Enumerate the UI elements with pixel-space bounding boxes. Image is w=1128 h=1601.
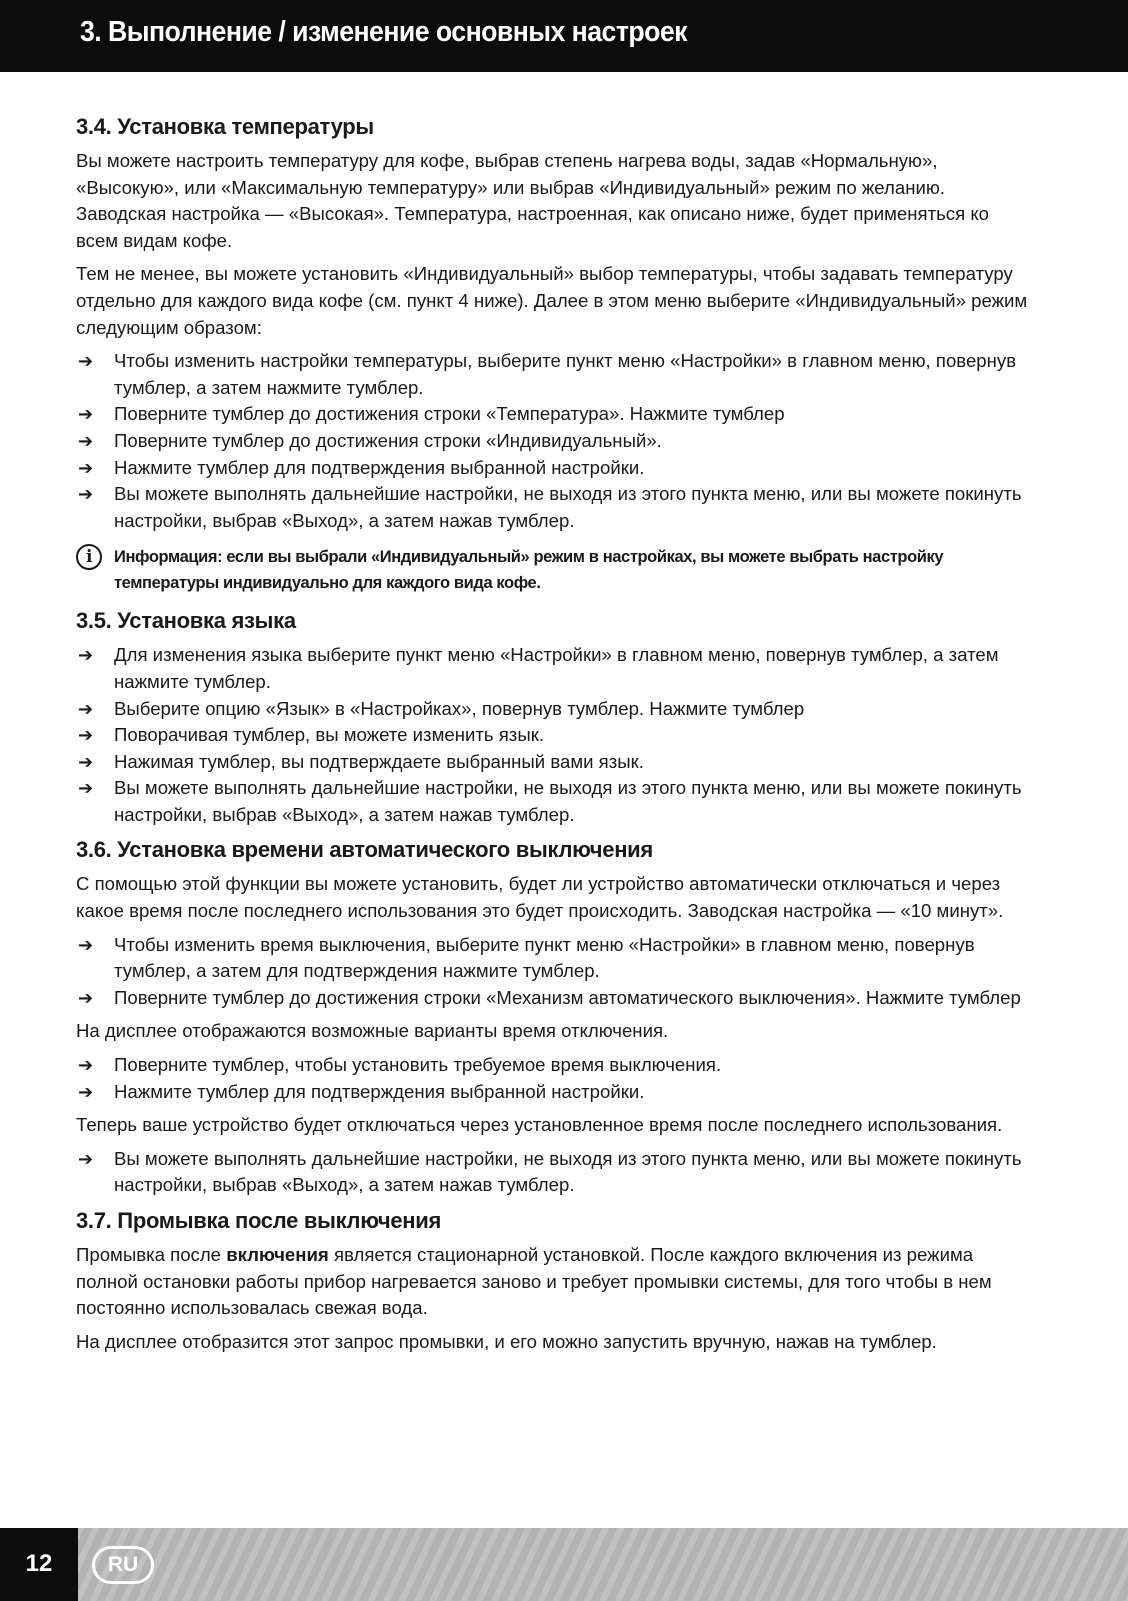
section-language: [76, 606, 1034, 828]
paragraph: На дисплее отобразится этот запрос промывки, и его можно запустить вручную, нажав на тумблер.: [76, 1330, 937, 1352]
list-item-text: Нажмите тумблер для подтверждения выбранной настройки.: [114, 456, 645, 478]
section-auto-off: [76, 835, 1034, 1199]
arrow-icon: ➔: [78, 1148, 94, 1169]
arrow-icon: ➔: [78, 751, 94, 772]
list-item: [76, 1146, 1034, 1199]
list-item-text: Нажмите тумблер для подтверждения выбранной настройки.: [114, 1080, 645, 1102]
list-item-text: Чтобы изменить время выключения, выберите пункт меню «Настройки» в главном меню, повернув тумблер, а затем для подтверждения нажмите тумблер.: [114, 933, 975, 982]
section-heading: 3.6. Установка времени автоматического выключения: [76, 837, 653, 863]
paragraph-text: является стационарной установкой. После каждого включения из режима полной остановки работы прибор нагревается заново и требует промывки системы, для того чтобы в нем постоянно использовалась свежая вода.: [76, 1244, 992, 1319]
arrow-icon: ➔: [78, 430, 94, 451]
section-temperature: [76, 112, 1034, 596]
list-item: [76, 348, 1034, 401]
language-badge: RU: [92, 1546, 154, 1584]
list-item-text: Вы можете выполнять дальнейшие настройки, не выходя из этого пункта меню, или вы можете покинуть настройки, выбрав «Выход», а затем нажав тумблер.: [114, 777, 1022, 825]
arrow-icon: ➔: [78, 351, 94, 372]
paragraph: [76, 1242, 1034, 1322]
paragraph: Вы можете настроить температуру для кофе, выбрав степень нагрева воды, задав «Нормальную», «Высокую», или «Максимальную температуру» или выбрав «Индивидуальный» режим по желанию. Заводская настройка — «Высокая». Температура, настроенная, как описано ниже, будет применяться ко всем видам кофе.: [76, 150, 989, 251]
list-item: [76, 401, 1034, 428]
arrow-icon: ➔: [78, 457, 94, 478]
list-item: [76, 481, 1034, 534]
list-item-text: Поворачивая тумблер, вы можете изменить язык.: [114, 724, 544, 746]
arrow-icon: ➔: [78, 1055, 94, 1076]
list-item: [76, 1079, 1034, 1106]
section-heading: 3.4. Установка температуры: [76, 114, 374, 139]
list-item: [76, 722, 1034, 749]
list-item-text: Нажимая тумблер, вы подтверждаете выбранный вами язык.: [114, 750, 644, 772]
bold-text: включения: [226, 1244, 329, 1265]
arrow-icon: ➔: [78, 698, 94, 719]
section-heading: 3.5. Установка языка: [76, 608, 296, 634]
steps-list: [76, 1146, 1034, 1199]
list-item: [76, 696, 1034, 723]
arrow-icon: ➔: [78, 645, 94, 666]
paragraph: На дисплее отображаются возможные варианты время отключения.: [76, 1020, 669, 1042]
paragraph: С помощью этой функции вы можете установить, будет ли устройство автоматически отключаться и через какое время после последнего использования это будет происходить. Заводская настройка — «10 минут».: [76, 873, 1004, 922]
list-item: [76, 749, 1034, 776]
list-item-text: Для изменения языка выберите пункт меню «Настройки» в главном меню, повернув тумблер, а затем нажмите тумблер.: [114, 644, 999, 692]
list-item-text: Вы можете выполнять дальнейшие настройки, не выходя из этого пункта меню, или вы можете покинуть настройки, выбрав «Выход», а затем нажав тумблер.: [114, 483, 1022, 531]
paragraph: Тем не менее, вы можете установить «Индивидуальный» выбор температуры, чтобы задавать температуру отдельно для каждого вида кофе (см. пункт 4 ниже). Далее в этом меню выберите «Индивидуальный» режим следующим образом:: [76, 263, 1028, 338]
page-number: 12: [25, 1550, 53, 1577]
section-rinse: [76, 1206, 1034, 1355]
info-icon: i: [76, 544, 102, 570]
footer-bar: [0, 1528, 1128, 1601]
header-bar: [0, 0, 1128, 72]
list-item-text: Выберите опцию «Язык» в «Настройках», повернув тумблер. Нажмите тумблер: [114, 697, 805, 719]
list-item-text: Поверните тумблер до достижения строки «Механизм автоматического выключения». Нажмите тумблер: [114, 986, 1021, 1008]
list-item: [76, 1052, 1034, 1079]
info-text: Информация: если вы выбрали «Индивидуальный» режим в настройках, вы можете выбрать настройку температуры индивидуально для каждого вида кофе.: [114, 548, 944, 593]
section-heading: 3.7. Промывка после выключения: [76, 1208, 442, 1233]
arrow-icon: ➔: [78, 725, 94, 746]
list-item-text: Вы можете выполнять дальнейшие настройки, не выходя из этого пункта меню, или вы можете покинуть настройки, выбрав «Выход», а затем нажав тумблер.: [114, 1147, 1022, 1196]
list-item: [76, 985, 1034, 1012]
list-item: [76, 428, 1034, 455]
list-item: [76, 775, 1034, 828]
arrow-icon: ➔: [78, 1081, 94, 1102]
paragraph: Теперь ваше устройство будет отключаться через установленное время после последнего использования.: [76, 1114, 1003, 1136]
list-item: [76, 455, 1034, 482]
steps-list: [76, 1052, 1034, 1105]
steps-list: [76, 932, 1034, 1012]
list-item-text: Чтобы изменить настройки температуры, выберите пункт меню «Настройки» в главном меню, повернув тумблер, а затем нажмите тумблер.: [114, 350, 1017, 398]
paragraph-text: Промывка после: [76, 1244, 227, 1265]
arrow-icon: ➔: [78, 404, 94, 425]
arrow-icon: ➔: [78, 987, 94, 1008]
chapter-title: 3. Выполнение / изменение основных настроек: [80, 16, 687, 48]
list-item-text: Поверните тумблер, чтобы установить требуемое время выключения.: [114, 1054, 722, 1076]
info-note: [76, 544, 1034, 596]
list-item-text: Поверните тумблер до достижения строки «Индивидуальный».: [114, 429, 662, 451]
steps-list: [76, 348, 1034, 534]
list-item-text: Поверните тумблер до достижения строки «Температура». Нажмите тумблер: [114, 403, 785, 425]
steps-list: [76, 642, 1034, 828]
arrow-icon: ➔: [78, 778, 94, 799]
page-content: [76, 112, 1034, 1362]
arrow-icon: ➔: [78, 484, 94, 505]
list-item: [76, 642, 1034, 695]
list-item: [76, 932, 1034, 985]
arrow-icon: ➔: [78, 934, 94, 955]
